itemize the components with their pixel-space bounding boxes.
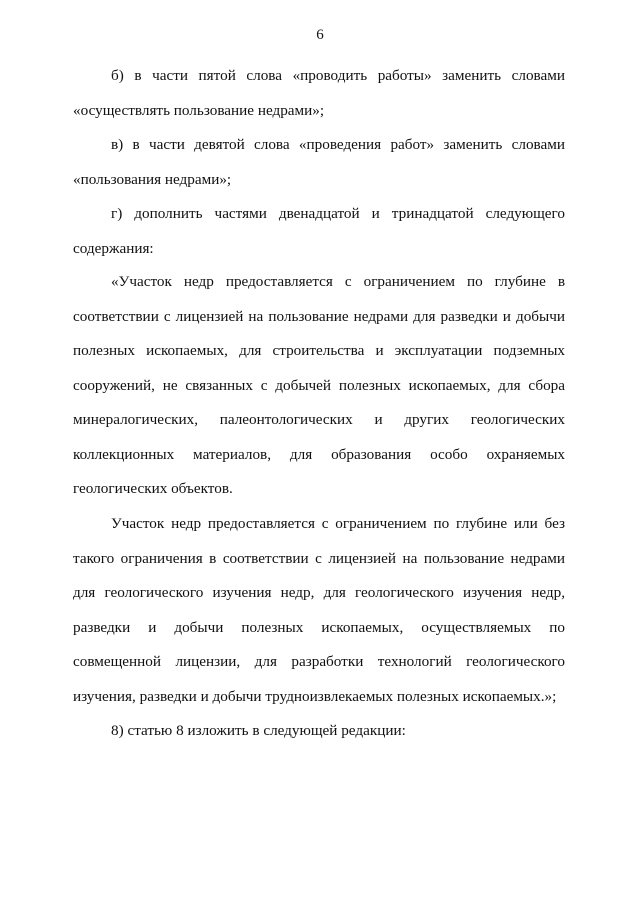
page-number: 6 [316,27,324,43]
paragraph-g [73,197,565,266]
paragraph-quote-1 [73,265,565,507]
paragraph-text: в) в части девятой слова «проведения работ» заменить словами «пользования недрами»; [73,136,565,188]
paragraph-text: Участок недр предоставляется с ограничением по глубине или без такого ограничения в соответствии с лицензией на пользование недрами для геологического изучения недр, для геологического изучения недр, разведки и добычи полезных ископаемых, осуществляемых по совмещенной лицензии, для разработки технологий геологического изучения, разведки и добычи трудноизвлекаемых полезных ископаемых.»; [73,515,565,705]
paragraph-b [73,59,565,128]
paragraph-quote-2 [73,507,565,714]
paragraph-text: 8) статью 8 изложить в следующей редакции: [111,722,406,739]
paragraph-text: г) дополнить частями двенадцатой и тринадцатой следующего содержания: [73,205,565,257]
paragraph-text: «Участок недр предоставляется с ограничением по глубине в соответствии с лицензией на пользование недрами для разведки и добычи полезных ископаемых, для строительства и эксплуатации подземных сооружений, не связанных с добычей полезных ископаемых, для сбора минералогических, палеонтологических и других геологических коллекционных материалов, для образования особо охраняемых геологических объектов. [73,273,565,497]
paragraph-8 [73,714,565,749]
paragraph-text: б) в части пятой слова «проводить работы» заменить словами «осуществлять пользование недрами»; [73,67,565,119]
paragraph-v [73,128,565,197]
